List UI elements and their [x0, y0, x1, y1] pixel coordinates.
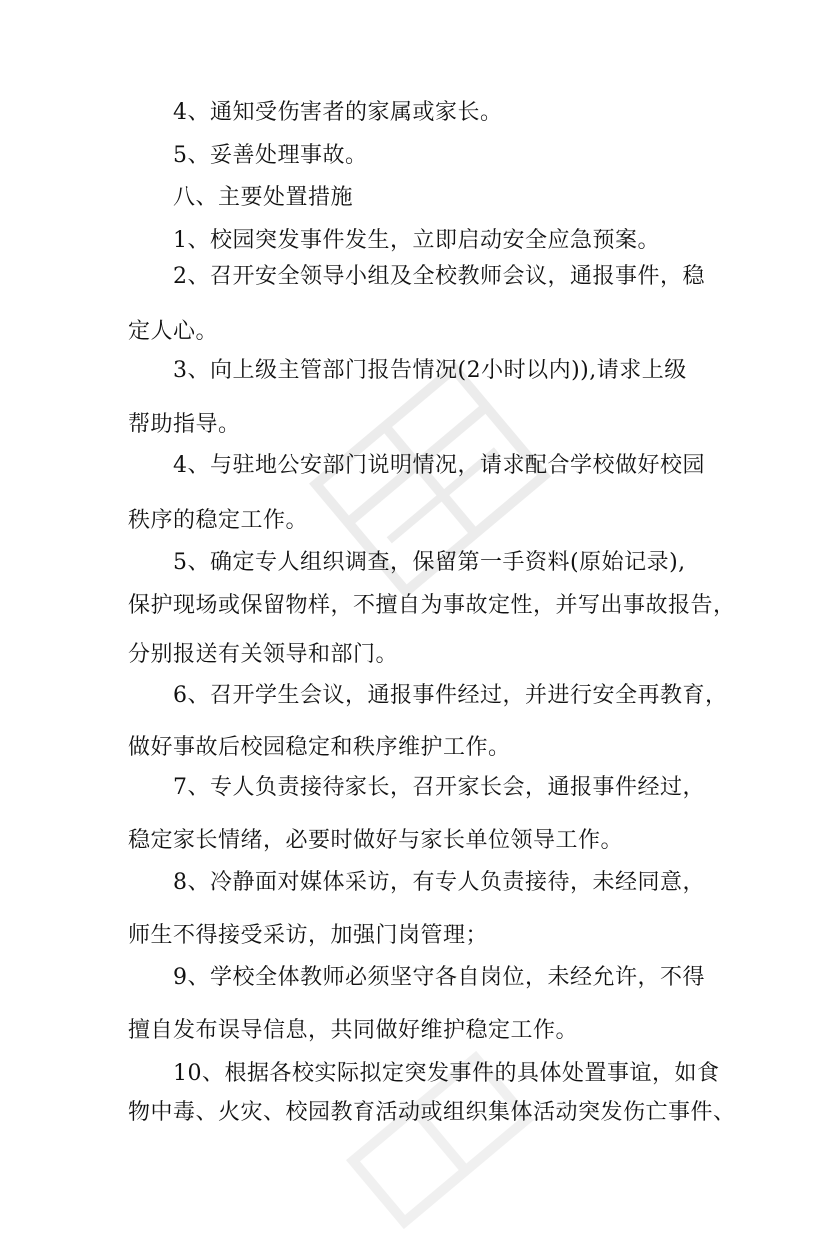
paragraph-line: 5、确定专人组织调查，保留第一手资料(原始记录),: [173, 550, 686, 575]
paragraph-line: 4、与驻地公安部门说明情况，请求配合学校做好校园: [173, 453, 705, 478]
paragraph-line: 帮助指导。: [128, 412, 241, 437]
section-heading: 八、主要处置措施: [173, 185, 354, 210]
paragraph-line: 2、召开安全领导小组及全校教师会议，通报事件，稳: [173, 264, 705, 289]
paragraph-line: 擅自发布误导信息，共同做好维护稳定工作。: [128, 1018, 579, 1043]
paragraph-line: 定人心。: [128, 319, 219, 344]
paragraph-line: 5、妥善处理事故。: [173, 143, 368, 168]
paragraph-line: 保护现场或保留物样，不擅自为事故定性，并写出事故报告，: [128, 593, 736, 618]
paragraph-line: 1、校园突发事件发生，立即启动安全应急预案。: [173, 228, 660, 253]
paragraph-line: 8、冷静面对媒体采访，有专人负责接待，未经同意，: [173, 870, 705, 895]
paragraph-line: 10、根据各校实际拟定突发事件的具体处置事谊，如食: [173, 1061, 720, 1086]
paragraph-line: 分别报送有关领导和部门。: [128, 642, 399, 667]
paragraph-line: 物中毒、火灾、校园教育活动或组织集体活动突发伤亡事件、: [128, 1100, 736, 1125]
paragraph-line: 秩序的稳定工作。: [128, 508, 309, 533]
paragraph-line: 稳定家长情绪，必要时做好与家长单位领导工作。: [128, 828, 624, 853]
paragraph-line: 做好事故后校园稳定和秩序维护工作。: [128, 735, 511, 760]
paragraph-line: 4、通知受伤害者的家属或家长。: [173, 100, 503, 125]
paragraph-line: 师生不得接受采访，加强门岗管理；: [128, 923, 489, 948]
paragraph-line: 6、召开学生会议，通报事件经过，并进行安全再教育，: [173, 683, 728, 708]
paragraph-line: 9、学校全体教师必须坚守各自岗位，未经允许，不得: [173, 965, 705, 990]
paragraph-line: 7、专人负责接待家长，召开家长会，通报事件经过，: [173, 775, 705, 800]
paragraph-line: 3、向上级主管部门报告情况(2小时以内)),请求上级: [173, 358, 687, 383]
